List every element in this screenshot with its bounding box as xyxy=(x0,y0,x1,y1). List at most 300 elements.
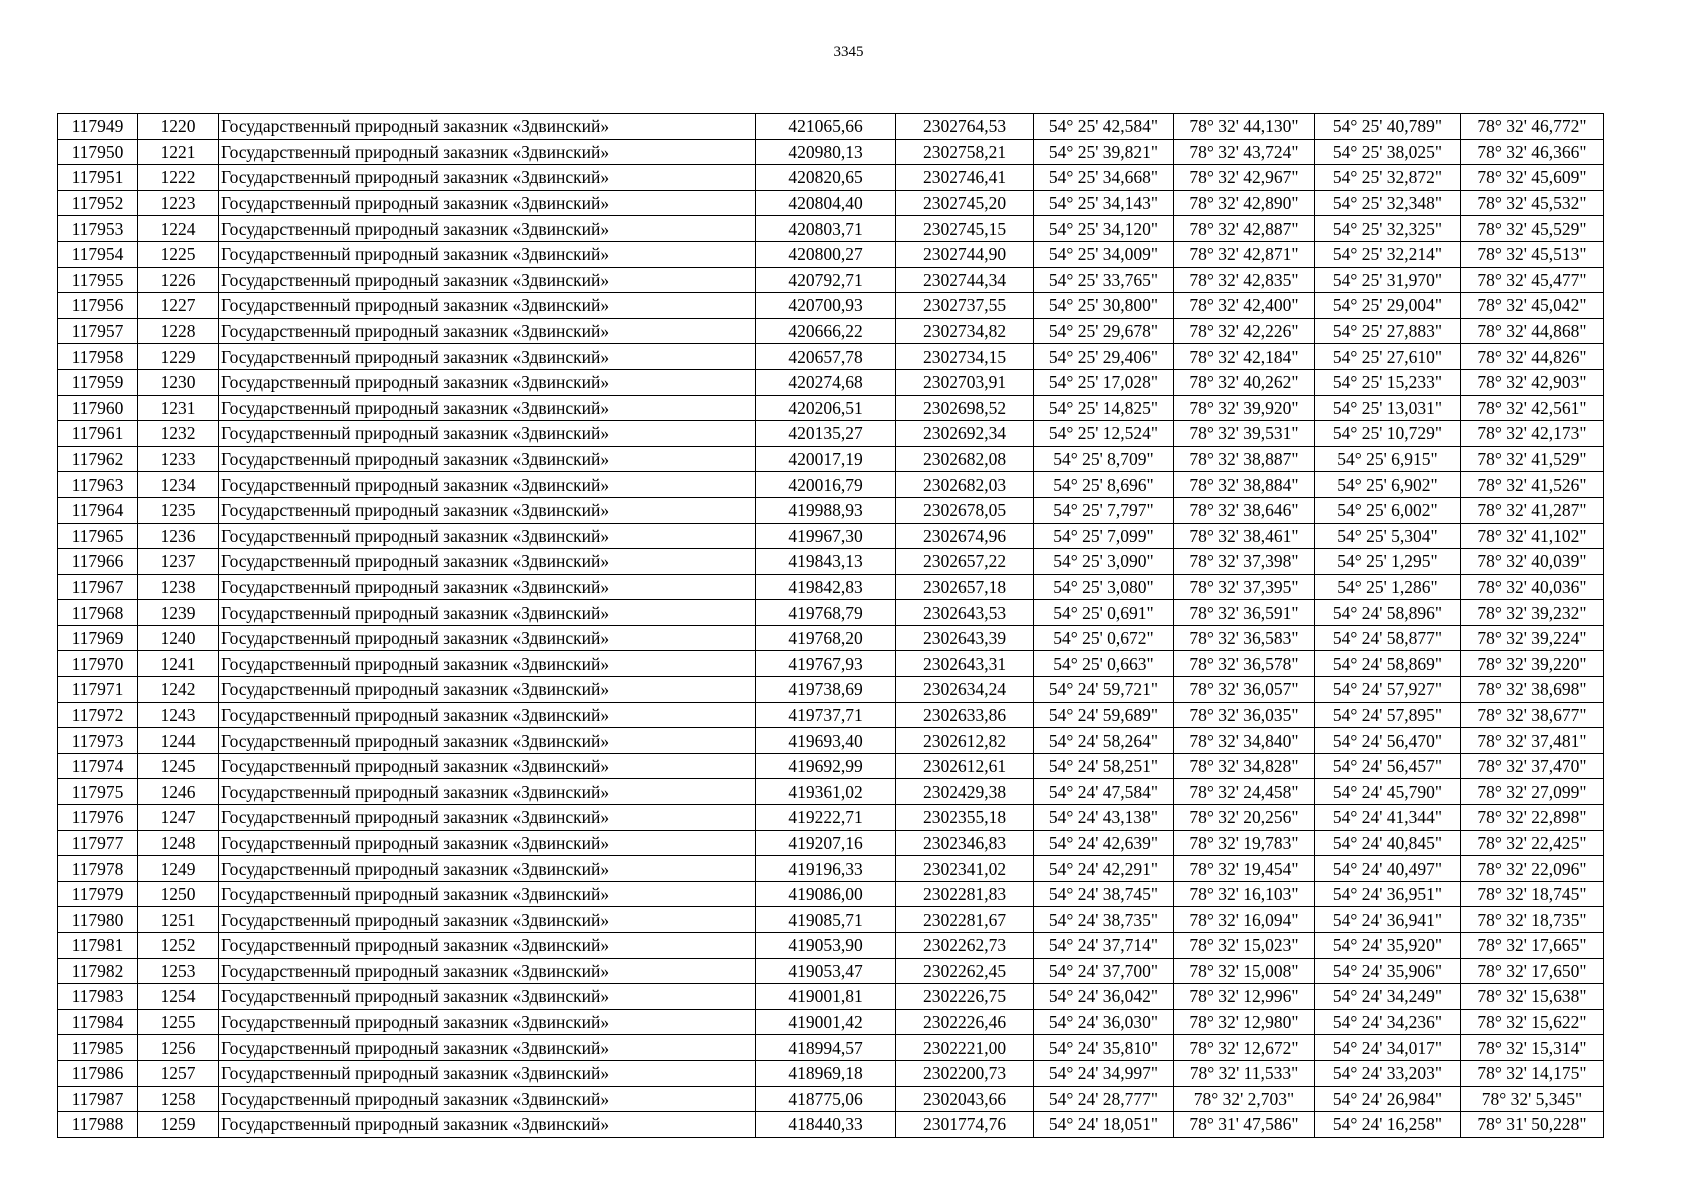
object-name-cell: Государственный природный заказник «Здвинский» xyxy=(219,984,756,1010)
y-coordinate-cell: 2302643,53 xyxy=(896,600,1034,626)
latitude-1-cell: 54° 25' 42,584" xyxy=(1034,114,1174,140)
latitude-2-cell: 54° 24' 36,951" xyxy=(1315,881,1461,907)
latitude-1-cell: 54° 24' 42,639" xyxy=(1034,830,1174,856)
latitude-2-cell: 54° 24' 26,984" xyxy=(1315,1086,1461,1112)
latitude-1-cell: 54° 24' 58,264" xyxy=(1034,728,1174,754)
latitude-1-cell: 54° 25' 29,406" xyxy=(1034,344,1174,370)
latitude-1-cell: 54° 25' 34,143" xyxy=(1034,190,1174,216)
table-row xyxy=(58,395,1604,421)
point-number-cell: 1255 xyxy=(138,1009,219,1035)
table-row xyxy=(58,728,1604,754)
y-coordinate-cell: 2302612,82 xyxy=(896,728,1034,754)
longitude-2-cell: 78° 32' 44,868" xyxy=(1461,318,1604,344)
y-coordinate-cell: 2302200,73 xyxy=(896,1060,1034,1086)
object-name-cell: Государственный природный заказник «Здвинский» xyxy=(219,421,756,447)
x-coordinate-cell: 420800,27 xyxy=(756,241,896,267)
table-row xyxy=(58,1035,1604,1061)
record-id-cell: 117973 xyxy=(58,728,138,754)
record-id-cell: 117981 xyxy=(58,933,138,959)
latitude-2-cell: 54° 24' 45,790" xyxy=(1315,779,1461,805)
latitude-2-cell: 54° 24' 35,920" xyxy=(1315,933,1461,959)
y-coordinate-cell: 2302612,61 xyxy=(896,753,1034,779)
object-name-cell: Государственный природный заказник «Здвинский» xyxy=(219,856,756,882)
record-id-cell: 117983 xyxy=(58,984,138,1010)
longitude-1-cell: 78° 32' 24,458" xyxy=(1174,779,1315,805)
y-coordinate-cell: 2302682,08 xyxy=(896,446,1034,472)
longitude-2-cell: 78° 32' 45,042" xyxy=(1461,293,1604,319)
point-number-cell: 1236 xyxy=(138,523,219,549)
x-coordinate-cell: 419768,79 xyxy=(756,600,896,626)
record-id-cell: 117953 xyxy=(58,216,138,242)
point-number-cell: 1241 xyxy=(138,651,219,677)
table-row xyxy=(58,805,1604,831)
latitude-2-cell: 54° 24' 41,344" xyxy=(1315,805,1461,831)
latitude-2-cell: 54° 25' 6,002" xyxy=(1315,497,1461,523)
longitude-1-cell: 78° 32' 42,400" xyxy=(1174,293,1315,319)
object-name-cell: Государственный природный заказник «Здвинский» xyxy=(219,574,756,600)
object-name-cell: Государственный природный заказник «Здвинский» xyxy=(219,1112,756,1138)
latitude-2-cell: 54° 25' 32,325" xyxy=(1315,216,1461,242)
page-number: 3345 xyxy=(833,44,864,60)
y-coordinate-cell: 2302262,45 xyxy=(896,958,1034,984)
table-row xyxy=(58,139,1604,165)
longitude-1-cell: 78° 32' 38,461" xyxy=(1174,523,1315,549)
table-row xyxy=(58,933,1604,959)
latitude-1-cell: 54° 24' 38,735" xyxy=(1034,907,1174,933)
latitude-1-cell: 54° 24' 34,997" xyxy=(1034,1060,1174,1086)
x-coordinate-cell: 420980,13 xyxy=(756,139,896,165)
longitude-2-cell: 78° 32' 40,039" xyxy=(1461,549,1604,575)
table-row xyxy=(58,1060,1604,1086)
longitude-2-cell: 78° 32' 15,314" xyxy=(1461,1035,1604,1061)
record-id-cell: 117961 xyxy=(58,421,138,447)
longitude-1-cell: 78° 32' 36,578" xyxy=(1174,651,1315,677)
record-id-cell: 117988 xyxy=(58,1112,138,1138)
longitude-2-cell: 78° 32' 14,175" xyxy=(1461,1060,1604,1086)
y-coordinate-cell: 2302634,24 xyxy=(896,677,1034,703)
object-name-cell: Государственный природный заказник «Здвинский» xyxy=(219,216,756,242)
object-name-cell: Государственный природный заказник «Здвинский» xyxy=(219,600,756,626)
object-name-cell: Государственный природный заказник «Здвинский» xyxy=(219,779,756,805)
latitude-1-cell: 54° 24' 37,700" xyxy=(1034,958,1174,984)
record-id-cell: 117950 xyxy=(58,139,138,165)
x-coordinate-cell: 419222,71 xyxy=(756,805,896,831)
table-row xyxy=(58,830,1604,856)
object-name-cell: Государственный природный заказник «Здвинский» xyxy=(219,1060,756,1086)
latitude-2-cell: 54° 25' 15,233" xyxy=(1315,369,1461,395)
latitude-2-cell: 54° 24' 56,470" xyxy=(1315,728,1461,754)
point-number-cell: 1242 xyxy=(138,677,219,703)
latitude-1-cell: 54° 25' 29,678" xyxy=(1034,318,1174,344)
longitude-1-cell: 78° 32' 20,256" xyxy=(1174,805,1315,831)
record-id-cell: 117966 xyxy=(58,549,138,575)
table-row xyxy=(58,165,1604,191)
point-number-cell: 1248 xyxy=(138,830,219,856)
x-coordinate-cell: 419053,47 xyxy=(756,958,896,984)
latitude-1-cell: 54° 25' 34,668" xyxy=(1034,165,1174,191)
object-name-cell: Государственный природный заказник «Здвинский» xyxy=(219,318,756,344)
object-name-cell: Государственный природный заказник «Здвинский» xyxy=(219,625,756,651)
point-number-cell: 1222 xyxy=(138,165,219,191)
x-coordinate-cell: 420206,51 xyxy=(756,395,896,421)
longitude-1-cell: 78° 32' 42,887" xyxy=(1174,216,1315,242)
longitude-1-cell: 78° 32' 44,130" xyxy=(1174,114,1315,140)
longitude-1-cell: 78° 32' 36,583" xyxy=(1174,625,1315,651)
longitude-1-cell: 78° 32' 12,980" xyxy=(1174,1009,1315,1035)
table-row xyxy=(58,293,1604,319)
longitude-2-cell: 78° 32' 17,650" xyxy=(1461,958,1604,984)
record-id-cell: 117975 xyxy=(58,779,138,805)
longitude-1-cell: 78° 32' 34,828" xyxy=(1174,753,1315,779)
object-name-cell: Государственный природный заказник «Здвинский» xyxy=(219,472,756,498)
latitude-1-cell: 54° 25' 30,800" xyxy=(1034,293,1174,319)
y-coordinate-cell: 2302429,38 xyxy=(896,779,1034,805)
object-name-cell: Государственный природный заказник «Здвинский» xyxy=(219,523,756,549)
x-coordinate-cell: 418775,06 xyxy=(756,1086,896,1112)
record-id-cell: 117968 xyxy=(58,600,138,626)
point-number-cell: 1235 xyxy=(138,497,219,523)
y-coordinate-cell: 2302682,03 xyxy=(896,472,1034,498)
point-number-cell: 1253 xyxy=(138,958,219,984)
x-coordinate-cell: 418969,18 xyxy=(756,1060,896,1086)
object-name-cell: Государственный природный заказник «Здвинский» xyxy=(219,677,756,703)
point-number-cell: 1226 xyxy=(138,267,219,293)
longitude-2-cell: 78° 32' 45,477" xyxy=(1461,267,1604,293)
table-row xyxy=(58,651,1604,677)
table-row xyxy=(58,574,1604,600)
longitude-2-cell: 78° 32' 40,036" xyxy=(1461,574,1604,600)
x-coordinate-cell: 419738,69 xyxy=(756,677,896,703)
longitude-2-cell: 78° 32' 44,826" xyxy=(1461,344,1604,370)
record-id-cell: 117951 xyxy=(58,165,138,191)
x-coordinate-cell: 420792,71 xyxy=(756,267,896,293)
latitude-2-cell: 54° 25' 32,348" xyxy=(1315,190,1461,216)
table-row xyxy=(58,190,1604,216)
x-coordinate-cell: 420016,79 xyxy=(756,472,896,498)
object-name-cell: Государственный природный заказник «Здвинский» xyxy=(219,651,756,677)
object-name-cell: Государственный природный заказник «Здвинский» xyxy=(219,446,756,472)
x-coordinate-cell: 420666,22 xyxy=(756,318,896,344)
y-coordinate-cell: 2302745,15 xyxy=(896,216,1034,242)
longitude-2-cell: 78° 32' 22,096" xyxy=(1461,856,1604,882)
latitude-1-cell: 54° 24' 59,689" xyxy=(1034,702,1174,728)
y-coordinate-cell: 2302703,91 xyxy=(896,369,1034,395)
y-coordinate-cell: 2302692,34 xyxy=(896,421,1034,447)
latitude-2-cell: 54° 24' 34,017" xyxy=(1315,1035,1461,1061)
latitude-1-cell: 54° 24' 59,721" xyxy=(1034,677,1174,703)
object-name-cell: Государственный природный заказник «Здвинский» xyxy=(219,881,756,907)
y-coordinate-cell: 2302734,82 xyxy=(896,318,1034,344)
y-coordinate-cell: 2302764,53 xyxy=(896,114,1034,140)
object-name-cell: Государственный природный заказник «Здвинский» xyxy=(219,1009,756,1035)
latitude-1-cell: 54° 25' 7,797" xyxy=(1034,497,1174,523)
latitude-2-cell: 54° 25' 1,286" xyxy=(1315,574,1461,600)
table-row xyxy=(58,1112,1604,1138)
y-coordinate-cell: 2302745,20 xyxy=(896,190,1034,216)
table-row xyxy=(58,446,1604,472)
longitude-1-cell: 78° 31' 47,586" xyxy=(1174,1112,1315,1138)
y-coordinate-cell: 2302226,75 xyxy=(896,984,1034,1010)
longitude-1-cell: 78° 32' 38,646" xyxy=(1174,497,1315,523)
latitude-1-cell: 54° 25' 14,825" xyxy=(1034,395,1174,421)
x-coordinate-cell: 419693,40 xyxy=(756,728,896,754)
point-number-cell: 1244 xyxy=(138,728,219,754)
record-id-cell: 117976 xyxy=(58,805,138,831)
table-row xyxy=(58,1086,1604,1112)
record-id-cell: 117962 xyxy=(58,446,138,472)
x-coordinate-cell: 420820,65 xyxy=(756,165,896,191)
x-coordinate-cell: 418440,33 xyxy=(756,1112,896,1138)
point-number-cell: 1239 xyxy=(138,600,219,626)
x-coordinate-cell: 419001,81 xyxy=(756,984,896,1010)
longitude-1-cell: 78° 32' 36,591" xyxy=(1174,600,1315,626)
record-id-cell: 117959 xyxy=(58,369,138,395)
latitude-1-cell: 54° 24' 43,138" xyxy=(1034,805,1174,831)
longitude-2-cell: 78° 32' 45,532" xyxy=(1461,190,1604,216)
x-coordinate-cell: 420274,68 xyxy=(756,369,896,395)
longitude-1-cell: 78° 32' 36,035" xyxy=(1174,702,1315,728)
y-coordinate-cell: 2302262,73 xyxy=(896,933,1034,959)
latitude-2-cell: 54° 25' 27,883" xyxy=(1315,318,1461,344)
longitude-1-cell: 78° 32' 19,454" xyxy=(1174,856,1315,882)
object-name-cell: Государственный природный заказник «Здвинский» xyxy=(219,549,756,575)
point-number-cell: 1249 xyxy=(138,856,219,882)
x-coordinate-cell: 420700,93 xyxy=(756,293,896,319)
y-coordinate-cell: 2302734,15 xyxy=(896,344,1034,370)
y-coordinate-cell: 2302643,31 xyxy=(896,651,1034,677)
point-number-cell: 1220 xyxy=(138,114,219,140)
latitude-2-cell: 54° 25' 1,295" xyxy=(1315,549,1461,575)
record-id-cell: 117952 xyxy=(58,190,138,216)
y-coordinate-cell: 2302281,67 xyxy=(896,907,1034,933)
table-row xyxy=(58,753,1604,779)
record-id-cell: 117949 xyxy=(58,114,138,140)
y-coordinate-cell: 2302633,86 xyxy=(896,702,1034,728)
y-coordinate-cell: 2302744,34 xyxy=(896,267,1034,293)
longitude-1-cell: 78° 32' 15,023" xyxy=(1174,933,1315,959)
record-id-cell: 117954 xyxy=(58,241,138,267)
y-coordinate-cell: 2302698,52 xyxy=(896,395,1034,421)
longitude-1-cell: 78° 32' 39,531" xyxy=(1174,421,1315,447)
latitude-1-cell: 54° 25' 39,821" xyxy=(1034,139,1174,165)
latitude-1-cell: 54° 24' 36,042" xyxy=(1034,984,1174,1010)
latitude-1-cell: 54° 25' 7,099" xyxy=(1034,523,1174,549)
longitude-2-cell: 78° 32' 42,903" xyxy=(1461,369,1604,395)
longitude-2-cell: 78° 32' 27,099" xyxy=(1461,779,1604,805)
point-number-cell: 1250 xyxy=(138,881,219,907)
longitude-1-cell: 78° 32' 40,262" xyxy=(1174,369,1315,395)
latitude-2-cell: 54° 25' 13,031" xyxy=(1315,395,1461,421)
table-row xyxy=(58,1009,1604,1035)
longitude-1-cell: 78° 32' 16,103" xyxy=(1174,881,1315,907)
x-coordinate-cell: 420804,40 xyxy=(756,190,896,216)
object-name-cell: Государственный природный заказник «Здвинский» xyxy=(219,1035,756,1061)
longitude-2-cell: 78° 31' 50,228" xyxy=(1461,1112,1604,1138)
table-row xyxy=(58,344,1604,370)
latitude-2-cell: 54° 25' 38,025" xyxy=(1315,139,1461,165)
x-coordinate-cell: 420135,27 xyxy=(756,421,896,447)
point-number-cell: 1233 xyxy=(138,446,219,472)
y-coordinate-cell: 2302744,90 xyxy=(896,241,1034,267)
x-coordinate-cell: 419768,20 xyxy=(756,625,896,651)
point-number-cell: 1227 xyxy=(138,293,219,319)
latitude-1-cell: 54° 24' 28,777" xyxy=(1034,1086,1174,1112)
point-number-cell: 1230 xyxy=(138,369,219,395)
longitude-1-cell: 78° 32' 36,057" xyxy=(1174,677,1315,703)
latitude-1-cell: 54° 25' 3,090" xyxy=(1034,549,1174,575)
latitude-2-cell: 54° 24' 35,906" xyxy=(1315,958,1461,984)
latitude-1-cell: 54° 24' 36,030" xyxy=(1034,1009,1174,1035)
longitude-1-cell: 78° 32' 37,395" xyxy=(1174,574,1315,600)
longitude-1-cell: 78° 32' 11,533" xyxy=(1174,1060,1315,1086)
record-id-cell: 117969 xyxy=(58,625,138,651)
object-name-cell: Государственный природный заказник «Здвинский» xyxy=(219,497,756,523)
table-row xyxy=(58,114,1604,140)
point-number-cell: 1246 xyxy=(138,779,219,805)
table-row xyxy=(58,318,1604,344)
longitude-2-cell: 78° 32' 46,772" xyxy=(1461,114,1604,140)
latitude-2-cell: 54° 25' 6,915" xyxy=(1315,446,1461,472)
record-id-cell: 117985 xyxy=(58,1035,138,1061)
x-coordinate-cell: 419001,42 xyxy=(756,1009,896,1035)
longitude-2-cell: 78° 32' 41,526" xyxy=(1461,472,1604,498)
longitude-1-cell: 78° 32' 34,840" xyxy=(1174,728,1315,754)
longitude-1-cell: 78° 32' 42,871" xyxy=(1174,241,1315,267)
table-row xyxy=(58,677,1604,703)
table-row xyxy=(58,267,1604,293)
record-id-cell: 117982 xyxy=(58,958,138,984)
object-name-cell: Государственный природный заказник «Здвинский» xyxy=(219,907,756,933)
x-coordinate-cell: 419967,30 xyxy=(756,523,896,549)
latitude-2-cell: 54° 25' 40,789" xyxy=(1315,114,1461,140)
x-coordinate-cell: 419361,02 xyxy=(756,779,896,805)
latitude-1-cell: 54° 24' 37,714" xyxy=(1034,933,1174,959)
object-name-cell: Государственный природный заказник «Здвинский» xyxy=(219,958,756,984)
longitude-2-cell: 78° 32' 15,638" xyxy=(1461,984,1604,1010)
table-row xyxy=(58,984,1604,1010)
x-coordinate-cell: 420017,19 xyxy=(756,446,896,472)
point-number-cell: 1257 xyxy=(138,1060,219,1086)
latitude-1-cell: 54° 25' 0,663" xyxy=(1034,651,1174,677)
x-coordinate-cell: 419988,93 xyxy=(756,497,896,523)
object-name-cell: Государственный природный заказник «Здвинский» xyxy=(219,805,756,831)
record-id-cell: 117958 xyxy=(58,344,138,370)
y-coordinate-cell: 2302341,02 xyxy=(896,856,1034,882)
longitude-2-cell: 78° 32' 37,470" xyxy=(1461,753,1604,779)
latitude-1-cell: 54° 24' 58,251" xyxy=(1034,753,1174,779)
longitude-2-cell: 78° 32' 22,425" xyxy=(1461,830,1604,856)
object-name-cell: Государственный природный заказник «Здвинский» xyxy=(219,1086,756,1112)
longitude-2-cell: 78° 32' 45,529" xyxy=(1461,216,1604,242)
longitude-1-cell: 78° 32' 42,226" xyxy=(1174,318,1315,344)
table-row xyxy=(58,600,1604,626)
latitude-1-cell: 54° 25' 0,672" xyxy=(1034,625,1174,651)
longitude-2-cell: 78° 32' 41,529" xyxy=(1461,446,1604,472)
object-name-cell: Государственный природный заказник «Здвинский» xyxy=(219,190,756,216)
x-coordinate-cell: 420657,78 xyxy=(756,344,896,370)
object-name-cell: Государственный природный заказник «Здвинский» xyxy=(219,933,756,959)
point-number-cell: 1238 xyxy=(138,574,219,600)
object-name-cell: Государственный природный заказник «Здвинский» xyxy=(219,241,756,267)
latitude-1-cell: 54° 25' 12,524" xyxy=(1034,421,1174,447)
latitude-2-cell: 54° 24' 57,895" xyxy=(1315,702,1461,728)
y-coordinate-cell: 2302643,39 xyxy=(896,625,1034,651)
table-row xyxy=(58,549,1604,575)
record-id-cell: 117971 xyxy=(58,677,138,703)
latitude-2-cell: 54° 24' 57,927" xyxy=(1315,677,1461,703)
longitude-2-cell: 78° 32' 42,561" xyxy=(1461,395,1604,421)
latitude-2-cell: 54° 24' 40,845" xyxy=(1315,830,1461,856)
longitude-1-cell: 78° 32' 43,724" xyxy=(1174,139,1315,165)
object-name-cell: Государственный природный заказник «Здвинский» xyxy=(219,344,756,370)
point-number-cell: 1256 xyxy=(138,1035,219,1061)
longitude-1-cell: 78° 32' 16,094" xyxy=(1174,907,1315,933)
record-id-cell: 117984 xyxy=(58,1009,138,1035)
record-id-cell: 117963 xyxy=(58,472,138,498)
point-number-cell: 1245 xyxy=(138,753,219,779)
longitude-2-cell: 78° 32' 38,698" xyxy=(1461,677,1604,703)
latitude-1-cell: 54° 25' 34,120" xyxy=(1034,216,1174,242)
latitude-2-cell: 54° 25' 29,004" xyxy=(1315,293,1461,319)
latitude-2-cell: 54° 25' 27,610" xyxy=(1315,344,1461,370)
object-name-cell: Государственный природный заказник «Здвинский» xyxy=(219,702,756,728)
record-id-cell: 117964 xyxy=(58,497,138,523)
record-id-cell: 117972 xyxy=(58,702,138,728)
longitude-1-cell: 78° 32' 42,890" xyxy=(1174,190,1315,216)
y-coordinate-cell: 2302737,55 xyxy=(896,293,1034,319)
x-coordinate-cell: 419692,99 xyxy=(756,753,896,779)
point-number-cell: 1259 xyxy=(138,1112,219,1138)
longitude-2-cell: 78° 32' 15,622" xyxy=(1461,1009,1604,1035)
point-number-cell: 1231 xyxy=(138,395,219,421)
latitude-2-cell: 54° 25' 32,214" xyxy=(1315,241,1461,267)
x-coordinate-cell: 418994,57 xyxy=(756,1035,896,1061)
longitude-2-cell: 78° 32' 41,102" xyxy=(1461,523,1604,549)
latitude-2-cell: 54° 24' 36,941" xyxy=(1315,907,1461,933)
latitude-2-cell: 54° 24' 58,877" xyxy=(1315,625,1461,651)
y-coordinate-cell: 2302657,18 xyxy=(896,574,1034,600)
x-coordinate-cell: 419207,16 xyxy=(756,830,896,856)
point-number-cell: 1252 xyxy=(138,933,219,959)
record-id-cell: 117960 xyxy=(58,395,138,421)
table-row xyxy=(58,958,1604,984)
y-coordinate-cell: 2302678,05 xyxy=(896,497,1034,523)
table-row xyxy=(58,856,1604,882)
point-number-cell: 1237 xyxy=(138,549,219,575)
y-coordinate-cell: 2302657,22 xyxy=(896,549,1034,575)
table-row xyxy=(58,625,1604,651)
latitude-1-cell: 54° 25' 8,696" xyxy=(1034,472,1174,498)
point-number-cell: 1234 xyxy=(138,472,219,498)
object-name-cell: Государственный природный заказник «Здвинский» xyxy=(219,395,756,421)
record-id-cell: 117977 xyxy=(58,830,138,856)
longitude-2-cell: 78° 32' 5,345" xyxy=(1461,1086,1604,1112)
record-id-cell: 117970 xyxy=(58,651,138,677)
longitude-1-cell: 78° 32' 37,398" xyxy=(1174,549,1315,575)
x-coordinate-cell: 421065,66 xyxy=(756,114,896,140)
point-number-cell: 1221 xyxy=(138,139,219,165)
table-row xyxy=(58,907,1604,933)
longitude-1-cell: 78° 32' 39,920" xyxy=(1174,395,1315,421)
y-coordinate-cell: 2302226,46 xyxy=(896,1009,1034,1035)
y-coordinate-cell: 2302355,18 xyxy=(896,805,1034,831)
longitude-1-cell: 78° 32' 12,996" xyxy=(1174,984,1315,1010)
y-coordinate-cell: 2302674,96 xyxy=(896,523,1034,549)
x-coordinate-cell: 419196,33 xyxy=(756,856,896,882)
y-coordinate-cell: 2302758,21 xyxy=(896,139,1034,165)
point-number-cell: 1229 xyxy=(138,344,219,370)
table-row xyxy=(58,779,1604,805)
